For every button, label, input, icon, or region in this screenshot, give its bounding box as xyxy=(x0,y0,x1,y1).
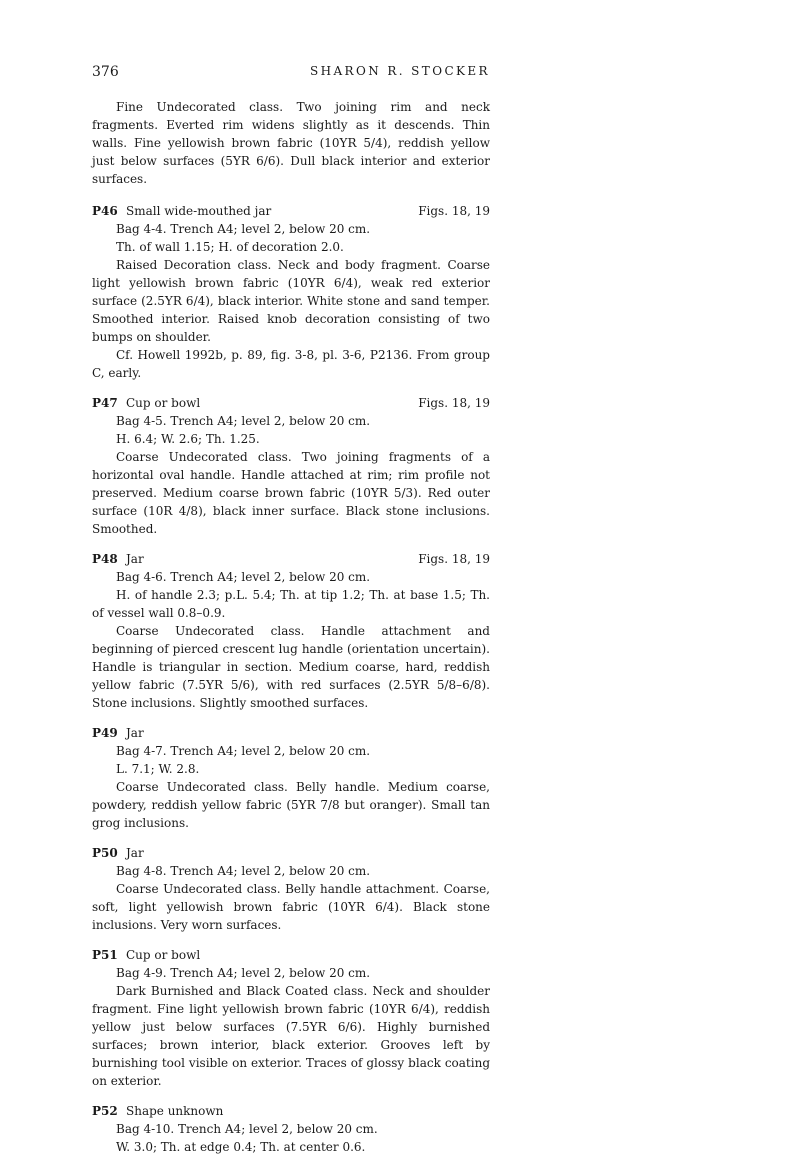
catalog-entry-p49 xyxy=(92,724,490,832)
entry-figs: Figs. 18, 19 xyxy=(418,204,490,218)
entry-title: Jar xyxy=(126,552,144,566)
entry-title: Small wide-mouthed jar xyxy=(126,204,272,218)
entry-paragraph: H. of handle 2.3; p.L. 5.4; Th. at tip 1.2; Th. at base 1.5; Th. of vessel wall 0.8–0.9. xyxy=(92,588,490,620)
entry-title: Cup or bowl xyxy=(126,396,201,410)
entry-line: Bag 4-6. Trench A4; level 2, below 20 cm. xyxy=(116,570,371,584)
entry-line: Bag 4-10. Trench A4; level 2, below 20 cm. xyxy=(116,1122,378,1136)
entry-heading xyxy=(92,550,490,568)
entry-id: P49 xyxy=(92,726,118,740)
catalog-entry-p46 xyxy=(92,202,490,382)
entry-paragraph: Raised Decoration class. Neck and body fragment. Coarse light yellowish brown fabric (10YR 6/4), weak red exterior surface (2.5YR 6/4), black interior. White stone and sand temper. Smoothed interior. Raised knob decoration consisting of two bumps on shoulder. xyxy=(92,258,490,344)
entry-heading xyxy=(92,946,490,964)
intro-paragraph: Fine Undecorated class. Two joining rim and neck fragments. Everted rim widens slightly as it descends. Thin walls. Fine yellowish brown fabric (10YR 5/4), reddish yellow just below surfaces (5YR 6/6). Dull black interior and exterior surfaces. xyxy=(92,100,490,186)
entry-id: P48 xyxy=(92,552,118,566)
catalog-body xyxy=(92,98,490,1156)
entry-paragraph: Coarse Undecorated class. Belly handle. Medium coarse, powdery, reddish yellow fabric (5YR 7/8 but oranger). Small tan grog inclusions. xyxy=(92,780,490,830)
entry-paragraph: Coarse Undecorated class. Two joining fragments of a horizontal oval handle. Handle attached at rim; rim profile not preserved. Medium coarse brown fabric (10YR 5/3). Red outer surface (10R 4/8), black inner surface. Black stone inclusions. Smoothed. xyxy=(92,450,490,536)
entry-line: Bag 4-9. Trench A4; level 2, below 20 cm. xyxy=(116,966,371,980)
entry-id: P51 xyxy=(92,948,118,962)
entry-heading xyxy=(92,394,490,412)
entry-figs: Figs. 18, 19 xyxy=(418,552,490,566)
entry-heading xyxy=(92,844,490,862)
entry-title: Shape unknown xyxy=(126,1104,224,1118)
catalog-entry-p50 xyxy=(92,844,490,934)
entry-title: Cup or bowl xyxy=(126,948,201,962)
entry-id: P46 xyxy=(92,204,118,218)
entry-line: Bag 4-8. Trench A4; level 2, below 20 cm. xyxy=(116,864,371,878)
entry-paragraph: Dark Burnished and Black Coated class. Neck and shoulder fragment. Fine light yellowish brown fabric (10YR 6/4), reddish yellow just below surfaces (7.5YR 6/6). Highly burnished surfaces; brown interior, black exterior. Grooves left by burnishing tool visible on exterior. Traces of glossy black coating on exterior. xyxy=(92,984,490,1088)
entry-id: P47 xyxy=(92,396,118,410)
entry-line: H. 6.4; W. 2.6; Th. 1.25. xyxy=(116,432,260,446)
entry-title: Jar xyxy=(126,846,144,860)
catalog-entry-p52 xyxy=(92,1102,490,1156)
catalog-entry-p48 xyxy=(92,550,490,712)
entry-line: Bag 4-4. Trench A4; level 2, below 20 cm. xyxy=(116,222,371,236)
entry-heading xyxy=(92,1102,490,1120)
entry-figs: Figs. 18, 19 xyxy=(418,396,490,410)
entry-id: P50 xyxy=(92,846,118,860)
entry-line: Bag 4-5. Trench A4; level 2, below 20 cm. xyxy=(116,414,371,428)
page-number: 376 xyxy=(92,64,119,80)
entry-paragraph: Cf. Howell 1992b, p. 89, fig. 3-8, pl. 3-6, P2136. From group C, early. xyxy=(92,348,490,380)
entry-line: Bag 4-7. Trench A4; level 2, below 20 cm. xyxy=(116,744,371,758)
catalog-entry-p51 xyxy=(92,946,490,1090)
entry-line: W. 3.0; Th. at edge 0.4; Th. at center 0.6. xyxy=(116,1140,366,1154)
entry-line: L. 7.1; W. 2.8. xyxy=(116,762,200,776)
entry-heading xyxy=(92,202,490,220)
entry-title: Jar xyxy=(126,726,144,740)
entry-heading xyxy=(92,724,490,742)
entry-paragraph: Coarse Undecorated class. Belly handle attachment. Coarse, soft, light yellowish brown fabric (10YR 6/4). Black stone inclusions. Very worn surfaces. xyxy=(92,882,490,932)
entry-paragraph: Coarse Undecorated class. Handle attachment and beginning of pierced crescent lug handle (orientation uncertain). Handle is triangular in section. Medium coarse, hard, reddish yellow fabric (7.5YR 5/6), with red surfaces (2.5YR 5/8–6/8). Stone inclusions. Slightly smoothed surfaces. xyxy=(92,624,490,710)
catalog-entry-p47 xyxy=(92,394,490,538)
entry-line: Th. of wall 1.15; H. of decoration 2.0. xyxy=(116,240,344,254)
running-head-author: SHARON R. STOCKER xyxy=(309,64,490,78)
entry-id: P52 xyxy=(92,1104,118,1118)
running-head xyxy=(92,64,490,84)
